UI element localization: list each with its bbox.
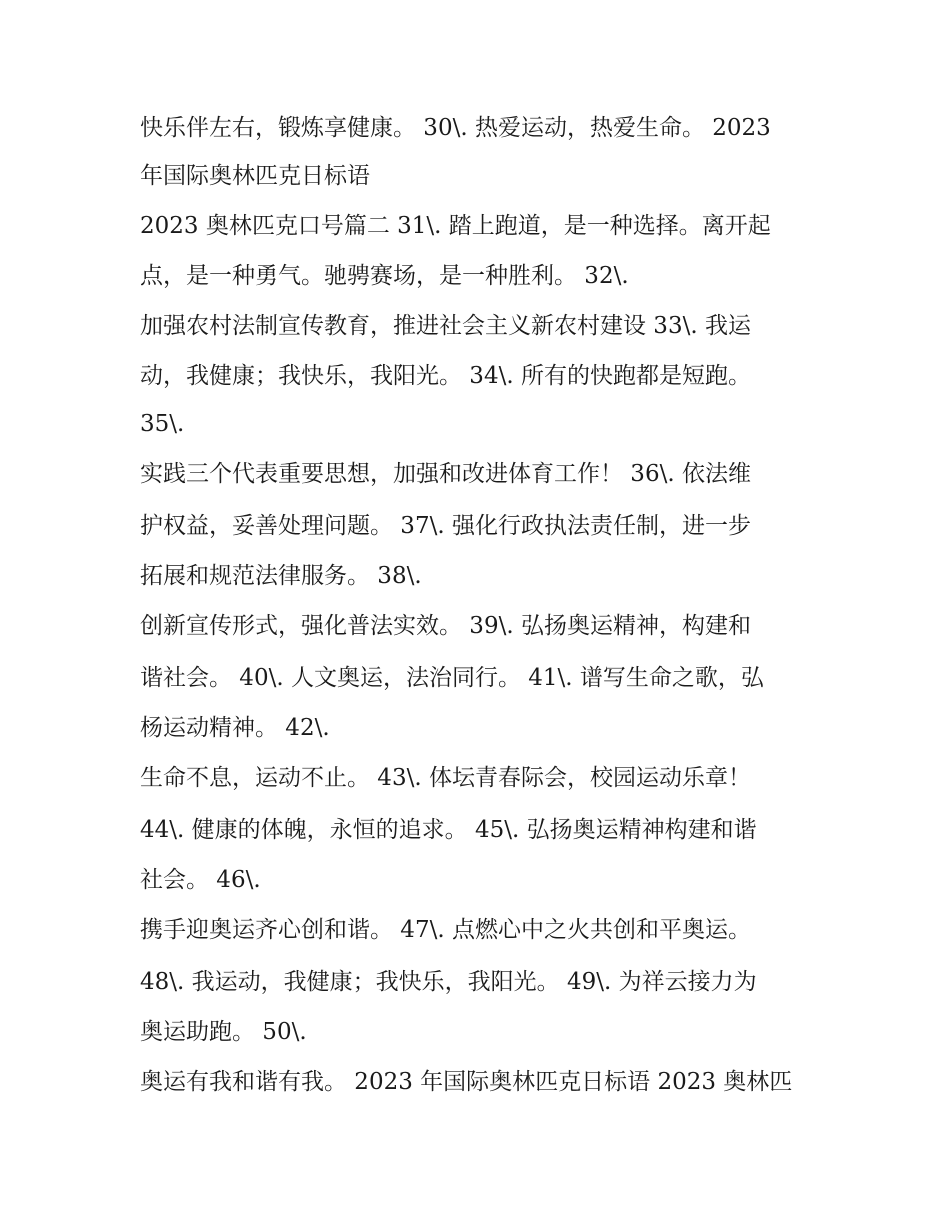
text-line: 护权益，妥善处理问题。 37\. 强化行政执法责任制，进一步 <box>140 513 751 539</box>
text-line: 携手迎奥运齐心创和谐。 47\. 点燃心中之火共创和平奥运。 <box>140 917 751 943</box>
text-line: 35\. <box>140 411 185 437</box>
text-line: 年国际奥林匹克日标语 <box>140 163 370 189</box>
text-line: 44\. 健康的体魄，永恒的追求。 45\. 弘扬奥运精神构建和谐 <box>140 817 757 843</box>
text-line: 杨运动精神。 42\. <box>140 715 330 741</box>
text-line: 奥运有我和谐有我。 2023 年国际奥林匹克日标语 2023 奥林匹 <box>140 1069 793 1095</box>
text-line: 动，我健康；我快乐，我阳光。 34\. 所有的快跑都是短跑。 <box>140 363 751 389</box>
text-line: 快乐伴左右，锻炼享健康。 30\. 热爱运动，热爱生命。 2023 <box>140 115 771 141</box>
text-line: 加强农村法制宣传教育，推进社会主义新农村建设 33\. 我运 <box>140 313 751 339</box>
text-line: 社会。 46\. <box>140 867 261 893</box>
body-text <box>140 104 810 1108</box>
text-line: 拓展和规范法律服务。 38\. <box>140 563 422 589</box>
text-line: 48\. 我运动，我健康；我快乐，我阳光。 49\. 为祥云接力为 <box>140 969 757 995</box>
text-line: 生命不息，运动不止。 43\. 体坛青春际会，校园运动乐章！ <box>140 765 751 791</box>
text-line: 点，是一种勇气。驰骋赛场，是一种胜利。 32\. <box>140 263 629 289</box>
text-line: 奥运助跑。 50\. <box>140 1019 307 1045</box>
text-line: 谐社会。 40\. 人文奥运，法治同行。 41\. 谱写生命之歌，弘 <box>140 665 764 691</box>
text-line: 实践三个代表重要思想，加强和改进体育工作！ 36\. 依法维 <box>140 461 751 487</box>
text-line: 2023 奥林匹克口号篇二 31\. 踏上跑道，是一种选择。离开起 <box>140 213 771 239</box>
text-line: 创新宣传形式，强化普法实效。 39\. 弘扬奥运精神，构建和 <box>140 613 751 639</box>
